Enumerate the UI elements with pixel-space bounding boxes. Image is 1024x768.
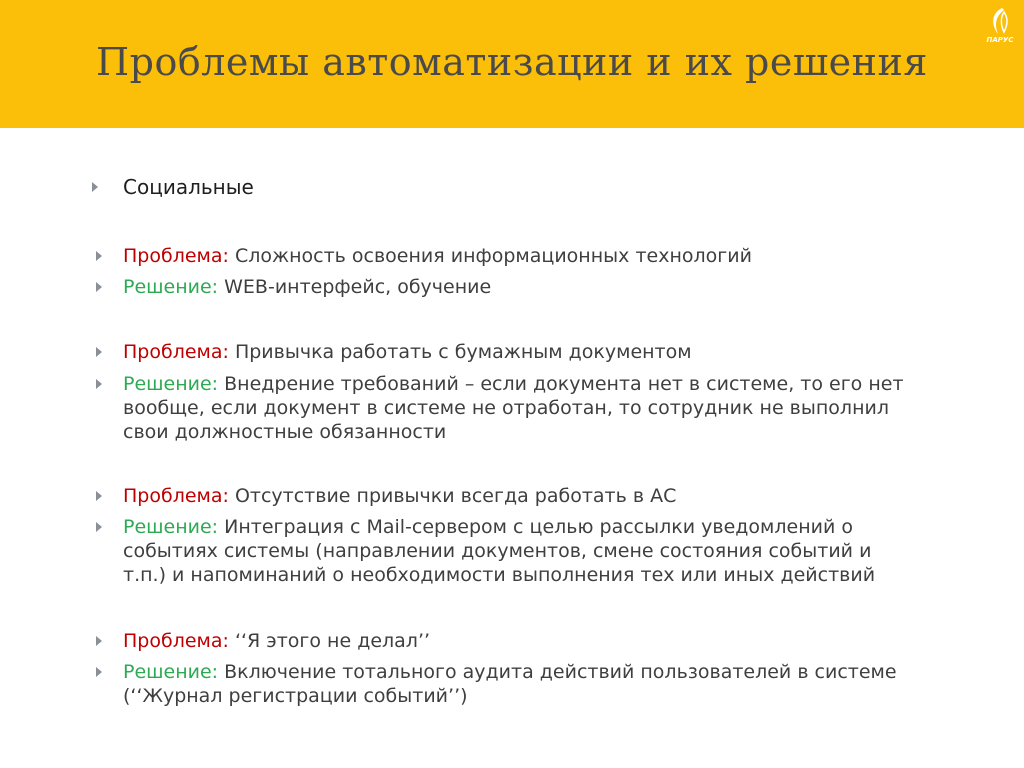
problem-text: Привычка работать с бумажным документом <box>234 341 692 363</box>
bullet-icon <box>96 522 102 532</box>
problem-line <box>123 629 430 653</box>
solution-text: вообще, если документ в системе не отработан, то сотрудник не выполнил <box>123 397 889 419</box>
bullet-icon <box>96 251 102 261</box>
solution-line <box>123 660 897 684</box>
title-bar <box>0 0 1024 128</box>
solution-text: Интеграция с Mail-сервером с целью рассылки уведомлений о <box>224 516 853 538</box>
bullet-icon <box>96 636 102 646</box>
problem-line <box>123 340 692 364</box>
problem-label: Проблема: <box>123 485 229 507</box>
solution-text: (‘‘Журнал регистрации событий’’) <box>123 685 468 707</box>
bullet-icon <box>96 667 102 677</box>
slide-title: Проблемы автоматизации и их решения <box>96 40 928 84</box>
solution-text: WEB-интерфейс, обучение <box>224 276 492 298</box>
bullet-icon <box>92 182 98 192</box>
bullet-icon <box>96 379 102 389</box>
problem-line <box>123 484 676 508</box>
bullet-icon <box>96 347 102 357</box>
solution-text: свои должностные обязанности <box>123 421 447 443</box>
solution-label: Решение: <box>123 516 219 538</box>
solution-line <box>123 275 491 299</box>
bullet-icon <box>96 491 102 501</box>
logo-text: ПАРУС <box>986 36 1014 44</box>
solution-label: Решение: <box>123 373 219 395</box>
solution-label: Решение: <box>123 276 219 298</box>
problem-label: Проблема: <box>123 341 229 363</box>
solution-text: Включение тотального аудита действий пользователей в системе <box>224 661 897 683</box>
bullet-icon <box>96 282 102 292</box>
sail-logo-icon <box>980 6 1020 36</box>
problem-label: Проблема: <box>123 630 229 652</box>
problem-text: Сложность освоения информационных технологий <box>234 245 752 267</box>
logo <box>980 6 1020 50</box>
solution-text: событиях системы (направлении документов, смене состояния событий и <box>123 540 872 562</box>
solution-line <box>123 515 853 539</box>
solution-text: т.п.) и напоминаний о необходимости выполнения тех или иных действий <box>123 564 876 586</box>
problem-text: ‘‘Я этого не делал’’ <box>234 630 431 652</box>
problem-label: Проблема: <box>123 245 229 267</box>
problem-text: Отсутствие привычки всегда работать в АС <box>234 485 677 507</box>
solution-text: Внедрение требований – если документа нет в системе, то его нет <box>224 373 904 395</box>
solution-label: Решение: <box>123 661 219 683</box>
solution-line <box>123 372 904 396</box>
problem-line <box>123 244 752 268</box>
section-heading: Социальные <box>123 175 254 199</box>
